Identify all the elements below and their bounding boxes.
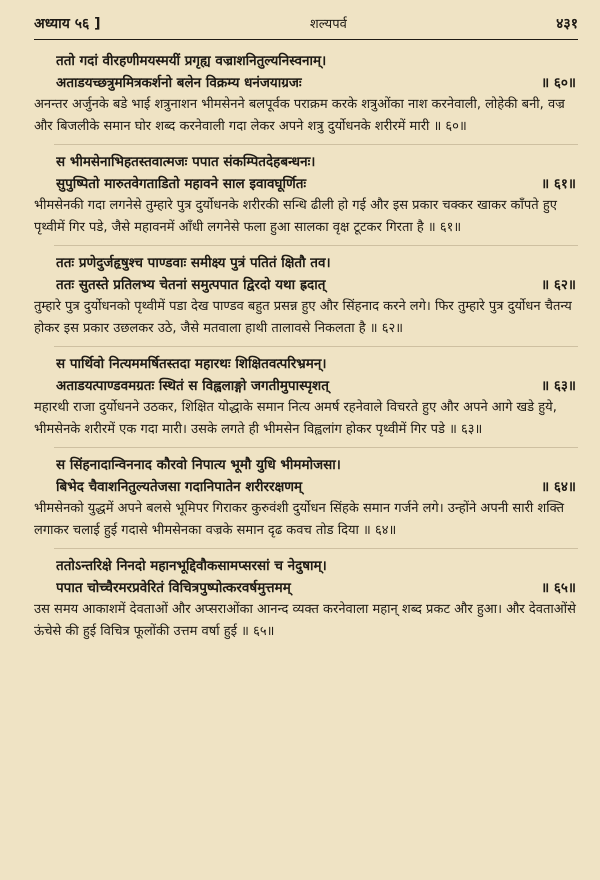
divider [54, 245, 578, 246]
verse-block [34, 252, 578, 340]
verse-line: अताडयच्छत्रुममित्रकर्शनो बलेन विक्रम्य धनंजयाग्रजः [56, 75, 302, 91]
divider [54, 346, 578, 347]
verse-number: ॥ ६४॥ [541, 479, 576, 495]
page-header [34, 14, 578, 33]
translation-text: उस समय आकाशमें देवताओं और अप्सराओंका आनन्द व्यक्त करनेवाला महान् शब्द प्रकट और हुआ। और देवताओंसे ऊंचेसे की हुई विचित्र फूलोंकी उत्तम वर्षा हुई ॥ ६५॥ [34, 602, 576, 639]
verse-line: पपात चोच्चैरमरप्रवेरितं विचित्रपुष्पोत्करवर्षमुत्तमम् [56, 580, 291, 596]
translation-text: भीमसेनको युद्धमें अपने बलसे भूमिपर गिराकर कुरुवंशी दुर्योधन सिंहके समान गर्जने लगे। उन्होंने अपनी सारी शक्ति लगाकर चलाई हुई गदासे भीमसेनका वज्रके समान दृढ कवच तोड दिया ॥ ६४॥ [34, 501, 564, 538]
verse-number: ॥ ६१॥ [541, 176, 576, 192]
header-rule [34, 39, 578, 40]
verse-line: स भीमसेनाभिहतस्तवात्मजः पपात संकम्पितदेहबन्धनः। [56, 154, 316, 170]
divider [54, 144, 578, 145]
translation-text: भीमसेनकी गदा लगनेसे तुम्हारे पुत्र दुर्योधनके शरीरकी सन्धि ढीली हो गई और इस प्रकार चक्कर खाकर काँपते हुए पृथ्वीमें गिर पडे, जैसे महावनमें आँधी लगनेसे फला हुआ सालका वृक्ष टूटकर गिरता है ॥ ६१॥ [34, 198, 557, 235]
verse-block [34, 555, 578, 643]
verse-block [34, 353, 578, 441]
verse-number: ॥ ६२॥ [541, 277, 576, 293]
verse-line: ततोऽन्तरिक्षे निनदो महानभूद्दिवौकसामप्सरसां च नेदुषाम्। [56, 558, 327, 574]
verse-line: स पार्थिवो नित्यममर्षितस्तदा महारथः शिक्षितवत्परिभ्रमन्। [56, 356, 327, 372]
verse-line: स सिंहनादान्विननाद कौरवो निपात्य भूमौ युधि भीममोजसा। [56, 457, 341, 473]
divider [54, 447, 578, 448]
page-number: ४३१ [556, 16, 578, 32]
chapter-label: अध्याय ५६ ] [34, 16, 101, 32]
translation-text: अनन्तर अर्जुनके बडे भाई शत्रुनाशन भीमसेनने बलपूर्वक पराक्रम करके शत्रुओंका नाश करनेवाली, लोहेकी बनी, वज्र और बिजलीके समान घोर शब्द करनेवाली गदा लेकर अपने शत्रु दुर्योधनके शरीरमें मारी ॥ ६०॥ [34, 97, 565, 134]
verse-line: ततः प्रणेदुर्जहृषुश्च पाण्डवाः समीक्ष्य पुत्रं पतितं क्षितौ तव। [56, 255, 331, 271]
verse-block [34, 151, 578, 239]
translation-text: महारथी राजा दुर्योधनने उठकर, शिक्षित योद्धाके समान नित्य अमर्ष रहनेवाले विचरते हुए और अपने आगे खडे हुये, भीमसेनके शरीरमें एक गदा मारी। उसके लगते ही भीमसेन विह्वलांग होकर पृथ्वीमें गिर पडे ॥ ६३॥ [34, 400, 557, 437]
translation-text: तुम्हारे पुत्र दुर्योधनको पृथ्वीमें पडा देख पाण्डव बहुत प्रसन्न हुए और सिंहनाद करने लगे। फिर तुम्हारे पुत्र दुर्योधन चैतन्य होकर इस प्रकार उछलकर उठे, जैसे मतवाला हाथी तालावसे निकलता है ॥ ६२॥ [34, 299, 572, 336]
verse-number: ॥ ६३॥ [541, 378, 576, 394]
verse-line: ततः सुतस्ते प्रतिलभ्य चेतनां समुत्पपात द्विरदो यथा ह्रदात् [56, 277, 326, 293]
verse-number: ॥ ६५॥ [541, 580, 576, 596]
verse-number: ॥ ६०॥ [541, 75, 576, 91]
verse-line: सुपुष्पितो मारुतवेगताडितो महावने साल इवावघूर्णितः [56, 176, 307, 192]
verse-line: ततो गदां वीरहणीमयस्मयीं प्रगृह्य वज्राशनितुल्यनिस्वनाम्। [56, 53, 327, 69]
divider [54, 548, 578, 549]
verse-block [34, 50, 578, 138]
verse-line: बिभेद चैवाशनितुल्यतेजसा गदानिपातेन शरीररक्षणम् [56, 479, 303, 495]
parva-title: शल्यपर्व [309, 17, 347, 32]
verse-block [34, 454, 578, 542]
verse-line: अताडयत्पाण्डवमग्रतः स्थितं स विह्वलाङ्गो जगतीमुपास्पृशत् [56, 378, 329, 394]
